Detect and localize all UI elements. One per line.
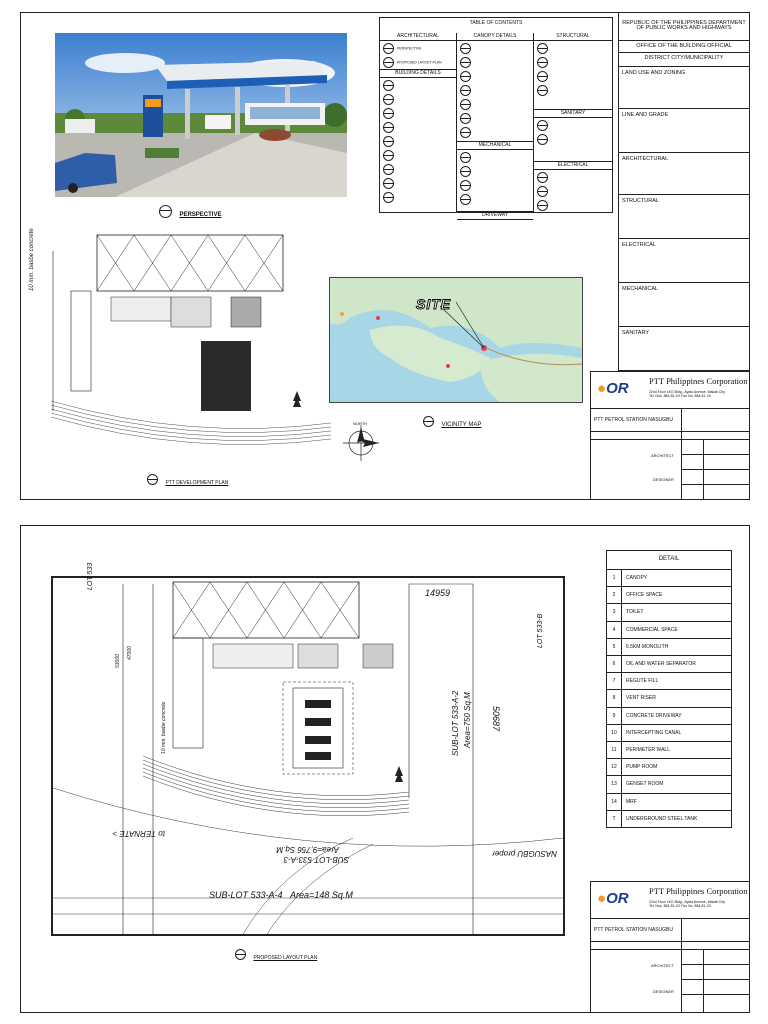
sheet-ref-icon xyxy=(383,57,394,68)
detail-row xyxy=(607,621,731,639)
section-structural: STRUCTURAL xyxy=(619,195,749,239)
site-label: SITE xyxy=(416,296,452,312)
toc-title: TABLE OF CONTENTS xyxy=(469,20,523,26)
detail-text: REGUTE FILL xyxy=(626,678,659,685)
sub-lot-a4: SUB-LOT 533-A-4 Area=148 Sq.M xyxy=(209,890,353,900)
north-arrow-icon xyxy=(339,421,383,465)
dimension-left-a: 53000 xyxy=(115,654,121,668)
detail-row xyxy=(607,689,731,707)
designer-label: DESIGNER xyxy=(653,477,674,482)
detail-text: VENT RISER xyxy=(626,695,656,702)
proper-label: NASUGBU proper xyxy=(492,849,557,858)
grid-mark-icon xyxy=(147,474,158,485)
toc-item: PERSPECTIVE xyxy=(397,46,422,51)
detail-title: DETAIL xyxy=(658,556,680,562)
perspective-title xyxy=(159,203,221,221)
detail-text: OFFICE SPACE xyxy=(626,592,663,599)
corp-title-block-1 xyxy=(590,371,750,500)
or-logo-icon: ●OR xyxy=(597,890,629,907)
detail-text: PUMP ROOM xyxy=(626,764,658,771)
detail-text: COMMERCIAL SPACE xyxy=(626,626,678,633)
district-name: DISTRICT CITY/MUNICIPALITY xyxy=(619,53,749,67)
grid-mark-icon xyxy=(235,949,246,960)
corp-address: 22nd Floor LKG Bldg., Ayala Avenue, Makati City xyxy=(649,390,725,394)
detail-number: 12 xyxy=(607,759,622,776)
vicinity-title xyxy=(423,413,481,431)
detail-number: 9 xyxy=(607,708,622,725)
detail-number: 4 xyxy=(607,622,622,639)
detail-row xyxy=(607,638,731,656)
detail-number: 6 xyxy=(607,656,622,673)
detail-number: 3 xyxy=(607,604,622,621)
detail-number: 10 xyxy=(607,725,622,742)
dev-plan-label: PTT DEVELOPMENT PLAN xyxy=(165,480,229,486)
toc-header-driveway: DRIVEWAY xyxy=(457,211,533,220)
grid-mark-icon xyxy=(423,416,434,427)
toc-col-structural xyxy=(534,33,612,212)
detail-number: 14 xyxy=(607,794,622,811)
detail-text: PERIMETER WALL xyxy=(626,747,670,753)
detail-text: CONCRETE DRIVEWAY xyxy=(626,712,682,719)
detail-row xyxy=(607,707,731,725)
detail-text: INTERCEPTING CANAL xyxy=(626,729,682,736)
detail-number: 7 xyxy=(607,673,622,690)
toc-header-electrical: ELECTRICAL xyxy=(534,161,612,170)
corp-tel: Tel. Nos. 884-81-XX Fax No. 884-81-XX xyxy=(649,904,712,908)
detail-number: 5 xyxy=(607,639,622,656)
section-architectural: ARCHITECTURAL xyxy=(619,153,749,195)
architect-label: ARCHITECT xyxy=(651,453,674,458)
lot-left-label: LOT 533 xyxy=(87,562,94,590)
grid-mark-icon xyxy=(159,205,172,218)
detail-text: MRF xyxy=(626,798,637,805)
detail-row xyxy=(607,810,731,828)
perspective-label: PERSPECTIVE xyxy=(179,212,222,218)
detail-row xyxy=(607,672,731,690)
designer-label: DESIGNER xyxy=(653,989,674,994)
lot-right-label: LOT 533-B xyxy=(537,613,544,648)
toc-header-canopy: CANOPY DETAILS xyxy=(457,33,533,41)
road-note-2: 10 mm. basbe concrete xyxy=(161,701,167,754)
area-a2: Area=750 Sq.M xyxy=(463,692,472,748)
corp-tel: Tel. Nos. 884-81-XX Fax No. 884-81-XX xyxy=(649,394,712,398)
dimension-right: 50687 xyxy=(491,706,501,732)
area-a3: Area=9,756 Sq.M xyxy=(276,845,339,854)
drawing-sheet-1 xyxy=(20,12,750,500)
corp-address: 22nd Floor LKG Bldg., Ayala Avenue, Makati City xyxy=(649,900,725,904)
detail-row xyxy=(607,775,731,793)
section-sanitary: SANITARY xyxy=(619,327,749,371)
drawing-sheet-2 xyxy=(20,525,750,1013)
detail-text: CANOPY xyxy=(626,575,648,581)
detail-row xyxy=(607,724,731,742)
toc-item: PROPOSED LAYOUT PLAN xyxy=(397,60,442,65)
detail-row xyxy=(607,741,731,759)
toc-header-sanitary: SANITARY xyxy=(534,109,612,118)
vicinity-map xyxy=(329,277,583,403)
detail-text: OIL AND WATER SEPARATOR xyxy=(626,661,696,667)
detail-row xyxy=(607,655,731,673)
sheet-ref-icon xyxy=(383,43,394,54)
dimension-top: 14959 xyxy=(425,588,451,598)
detail-legend xyxy=(606,550,732,828)
table-of-contents xyxy=(379,17,613,218)
proposed-layout-plan xyxy=(51,562,565,936)
detail-row xyxy=(607,586,731,604)
layout-plan-label: PROPOSED LAYOUT PLAN xyxy=(253,955,318,961)
toc-header-structural: STRUCTURAL xyxy=(534,33,612,41)
section-electrical: ELECTRICAL xyxy=(619,239,749,283)
sub-lot-a3: SUB-LOT 533-A-3 xyxy=(283,855,349,864)
project-name: PTT PETROL STATION NASUGBU xyxy=(594,927,673,933)
detail-text: GENSET ROOM xyxy=(626,781,664,788)
north-label: NORTH xyxy=(353,421,368,426)
detail-text: TOILET xyxy=(626,609,644,616)
toc-header-building: BUILDING DETAILS xyxy=(380,69,456,78)
project-name: PTT PETROL STATION NASUGBU xyxy=(594,417,673,423)
road-note: 10 mm. basbe concrete xyxy=(29,228,35,291)
detail-text: UNDERGROUND STEEL TANK xyxy=(626,815,698,822)
detail-row xyxy=(607,569,731,587)
detail-row xyxy=(607,793,731,811)
perspective-rendering xyxy=(55,33,347,197)
architect-label: ARCHITECT xyxy=(651,963,674,968)
corp-name: PTT Philippines Corporation xyxy=(649,376,748,386)
section-mechanical: MECHANICAL xyxy=(619,283,749,327)
section-land-use: LAND USE AND ZONING xyxy=(619,67,749,109)
layout-plan-title xyxy=(235,946,317,964)
detail-number: 2 xyxy=(607,587,622,604)
detail-row xyxy=(607,758,731,776)
corp-name: PTT Philippines Corporation xyxy=(649,886,748,896)
toc-col-canopy xyxy=(457,33,534,218)
detail-number: 8 xyxy=(607,690,622,707)
detail-number: 11 xyxy=(607,742,622,759)
detail-text: 6.5KM MONOLITH xyxy=(626,643,669,650)
detail-number: T xyxy=(607,811,622,828)
dev-plan-title xyxy=(147,471,228,489)
office-name: OFFICE OF THE BUILDING OFFICIAL xyxy=(619,41,749,53)
or-logo-icon: ●OR xyxy=(597,380,629,397)
agency-name: REPUBLIC OF THE PHILIPPINES DEPARTMENT OF PUBLIC WORKS AND HIGHWAYS xyxy=(619,13,749,41)
toc-header-mechanical: MECHANICAL xyxy=(457,141,533,150)
toc-header-architectural: ARCHITECTURAL xyxy=(380,33,456,41)
detail-number: 13 xyxy=(607,776,622,793)
detail-row xyxy=(607,603,731,621)
sub-lot-a2: SUB-LOT 533-A-2 xyxy=(451,690,460,756)
to-ternate-label: to TERNATE > xyxy=(112,829,165,838)
section-line-grade: LINE AND GRADE xyxy=(619,109,749,153)
dimension-left-b: 47000 xyxy=(127,646,133,660)
development-plan xyxy=(29,228,341,467)
vicinity-label: VICINITY MAP xyxy=(441,422,482,428)
corp-title-block-2 xyxy=(590,881,750,1013)
detail-number: 1 xyxy=(607,570,622,587)
toc-col-architectural xyxy=(380,33,457,212)
